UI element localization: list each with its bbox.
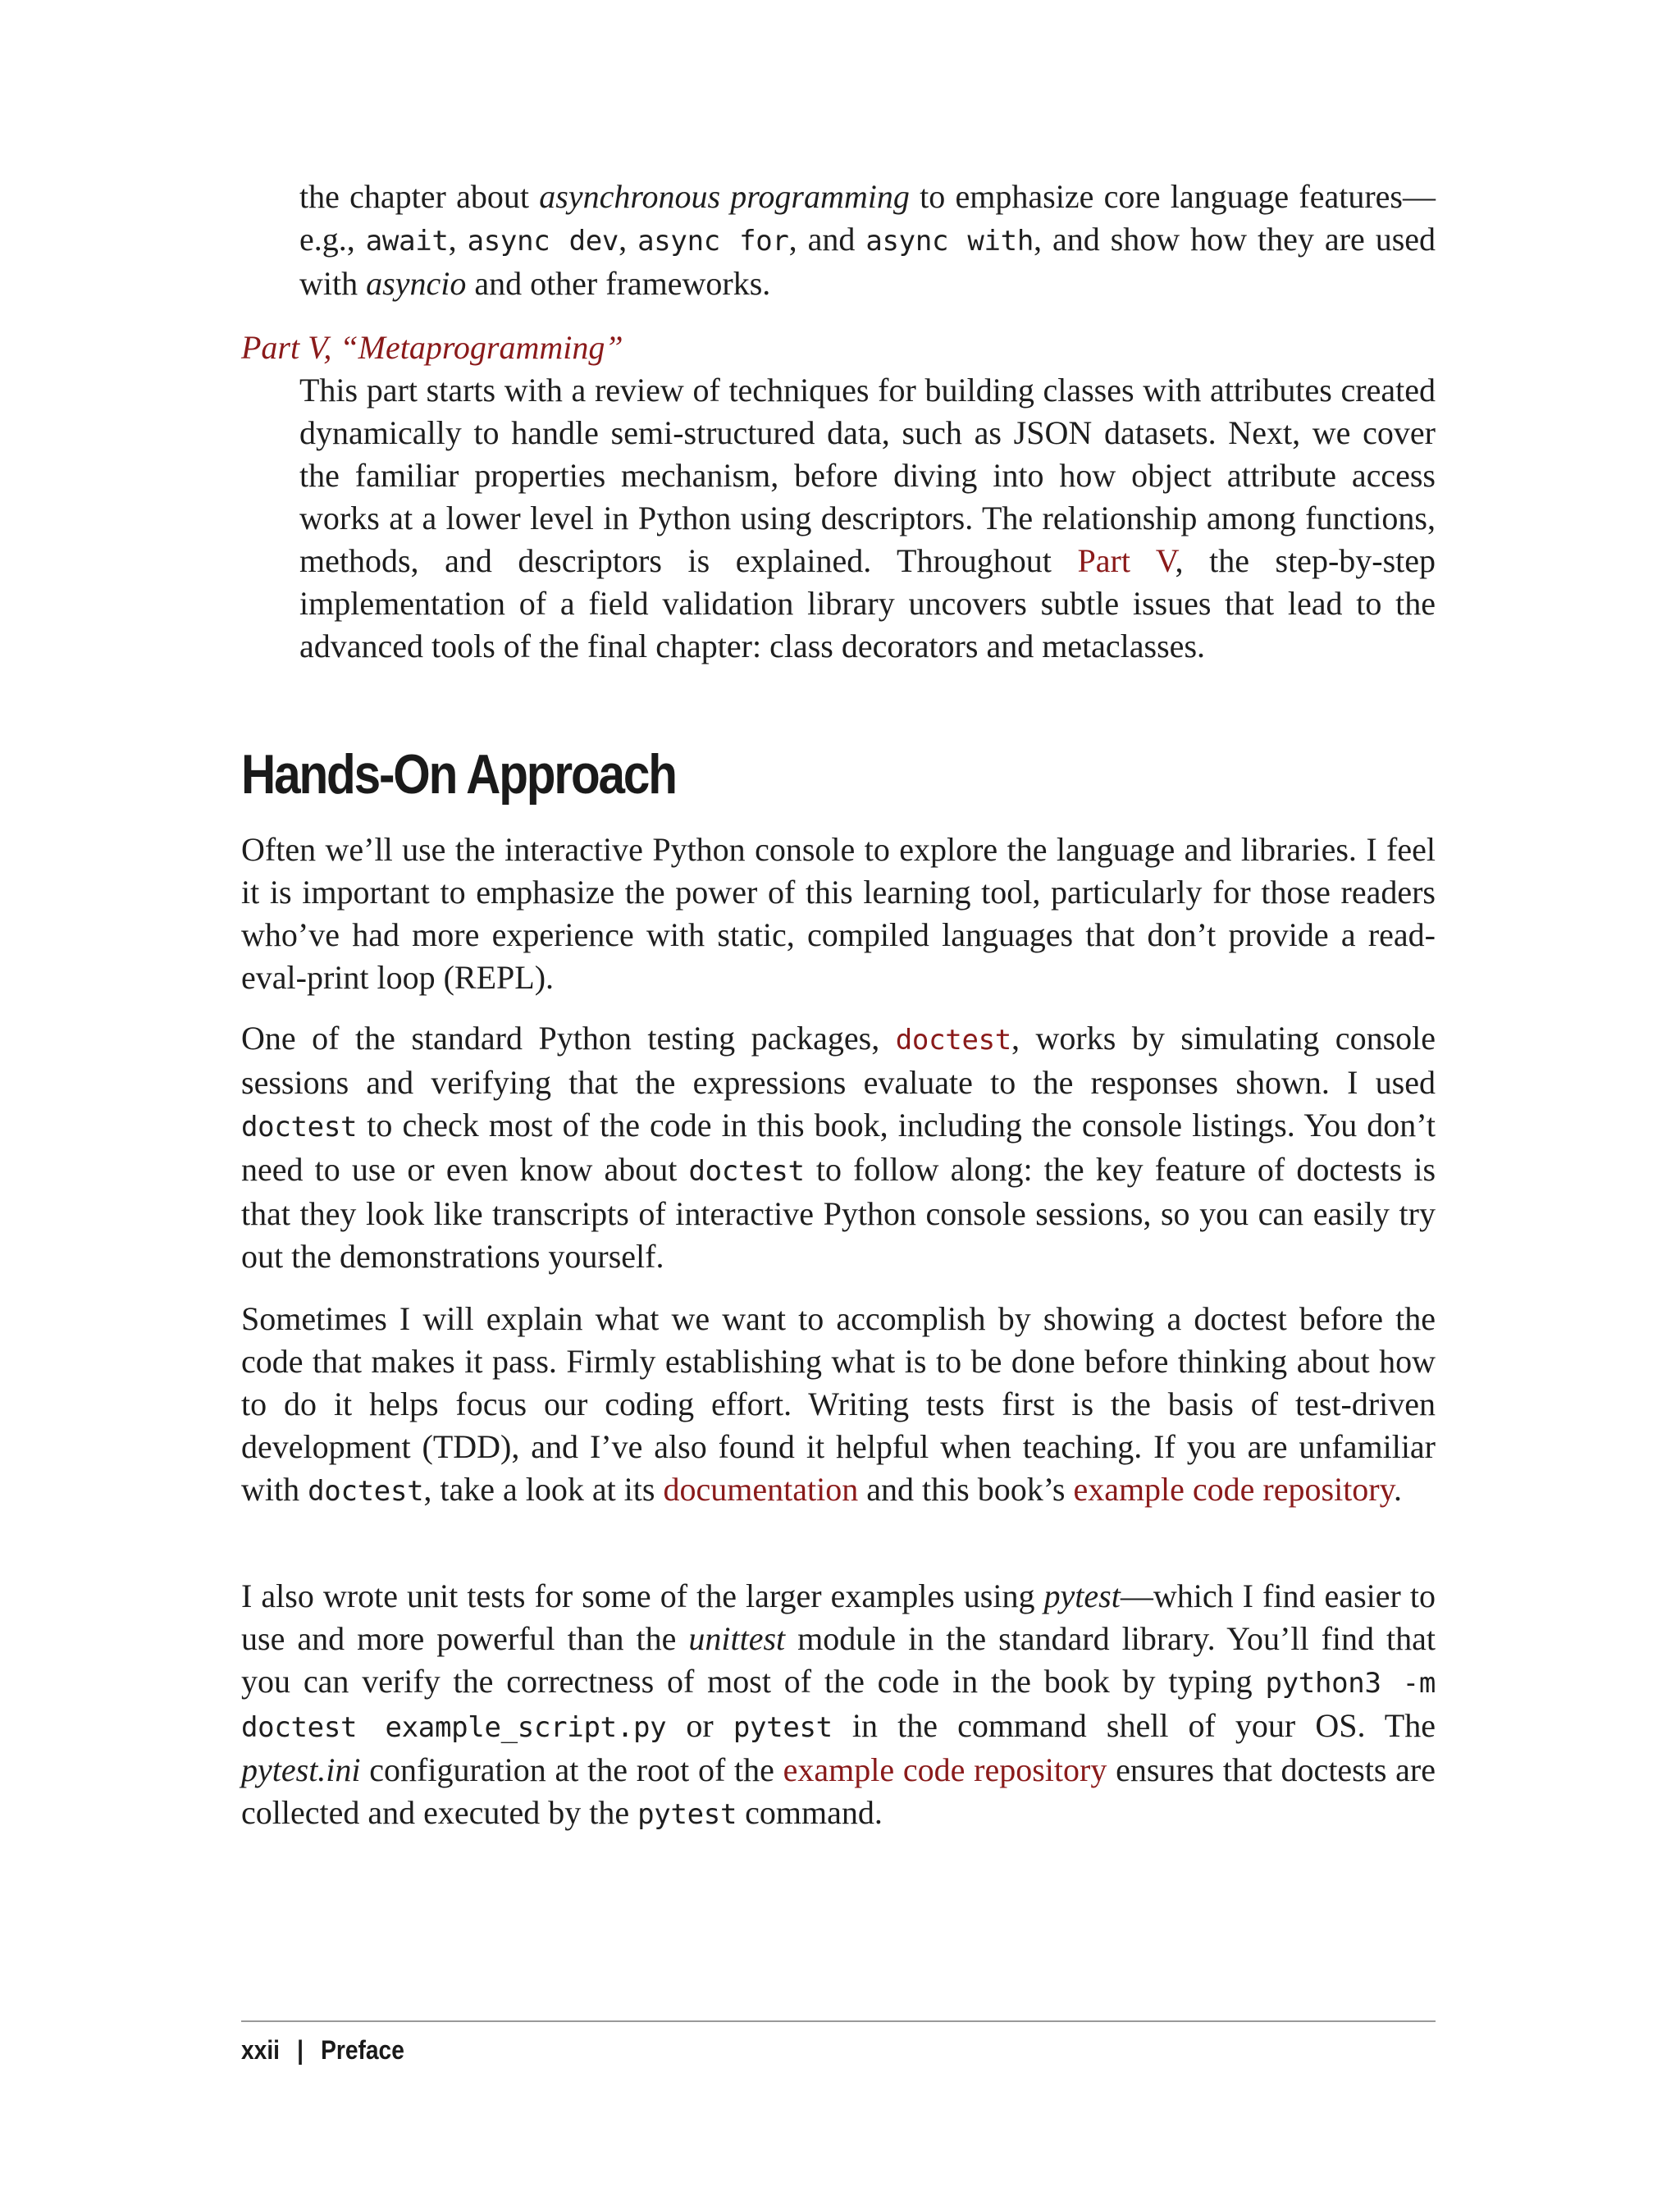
code-async-with: async with	[865, 225, 1034, 258]
code-doctest: doctest	[241, 1111, 358, 1144]
paragraph-text: —which I find easier to use and more powerful than the	[241, 1577, 1436, 1657]
paragraph-text: command.	[737, 1794, 883, 1831]
intro-paragraph	[299, 176, 1436, 305]
emphasis-pytest: pytest	[1043, 1577, 1121, 1614]
emphasis-pytest-ini: pytest.ini	[241, 1751, 361, 1788]
code-command: python3 -m doctest example_script.py	[241, 1667, 1436, 1744]
paragraph-text: .	[1394, 1471, 1403, 1508]
paragraph-repl: Often we’ll use the interactive Python console to explore the language and libraries. I feel it is important to emphasize the power of this learning tool, particularly for those readers who’ve had more experience with static, compiled languages that don’t provide a read-eval-print loop (REPL).	[241, 831, 1436, 996]
doctest-link[interactable]: doctest	[895, 1024, 1011, 1057]
example-code-repository-link[interactable]: example code repository	[783, 1751, 1107, 1788]
intro-text: ,	[448, 221, 468, 258]
footer-divider	[241, 2020, 1436, 2022]
part-v-text: , the step-by-step implementation of a field validation library uncovers subtle issues that lead to the advanced tools of the final chapter: class decorators and metaclasses.	[299, 542, 1436, 664]
paragraph-tdd	[241, 1298, 1436, 1513]
example-code-repository-link[interactable]: example code repository	[1073, 1471, 1395, 1508]
paragraph-text: Sometimes I will explain what we want to accomplish by showing a doctest before the code that makes it pass. Firmly establishing what is to be done before thinking about how to do it helps focus our coding effort. Writing tests first is the basis of test-driven development (TDD), and I’ve also found it helpful when teaching. If you are unfamiliar with	[241, 1300, 1436, 1508]
part-v-term-link[interactable]: Part V, “Metaprogramming”	[241, 329, 623, 366]
documentation-link[interactable]: documentation	[663, 1471, 859, 1508]
paragraph-text: to follow along: the key feature of doctests is that they look like transcripts of interactive Python console sessions, so you can easily try out the demonstrations yourself.	[241, 1151, 1436, 1275]
intro-emphasis: asynchronous programming	[539, 178, 910, 215]
paragraph-text: configuration at the root of the	[360, 1751, 783, 1788]
paragraph-text: to check most of the code in this book, including the console listings. You don’t need to use or even know about	[241, 1107, 1436, 1188]
code-doctest: doctest	[308, 1475, 424, 1508]
paragraph-doctest	[241, 1017, 1436, 1278]
intro-text: and other frameworks.	[466, 265, 771, 302]
part-v-text: This part starts with a review of techniques for building classes with attributes created dynamically to handle semi-structured data, such as JSON datasets. Next, we cover the familiar properties mechanism, before diving into how object attribute access works at a lower level in Python using descriptors. The relationship among functions, methods, and descriptors is explained. Throughout	[299, 372, 1436, 579]
intro-emphasis: asyncio	[366, 265, 467, 302]
part-v-link[interactable]: Part V	[1077, 542, 1176, 579]
section-heading: Hands-On Approach	[241, 743, 676, 806]
code-pytest: pytest	[637, 1798, 737, 1831]
paragraph-text: module in the standard library. You’ll find that you can verify the correctness of most of the code in the book by typing	[241, 1620, 1436, 1700]
paragraph-pytest	[241, 1575, 1436, 1836]
paragraph-text: and this book’s	[858, 1471, 1074, 1508]
code-async-dev: async dev	[467, 225, 619, 258]
intro-text: ,	[619, 221, 638, 258]
paragraph-text: or	[666, 1707, 733, 1744]
paragraph-text: , works by simulating console sessions and verifying that the expressions evaluate to the responses shown. I used	[241, 1020, 1436, 1101]
paragraph-text: I also wrote unit tests for some of the larger examples using	[241, 1577, 1044, 1614]
footer-separator: |	[297, 2035, 304, 2065]
intro-text: the chapter about	[299, 178, 540, 215]
part-v-description	[299, 369, 1436, 668]
code-pytest: pytest	[733, 1711, 833, 1744]
paragraph-text: , take a look at its	[423, 1471, 664, 1508]
code-async-for: async for	[637, 225, 789, 258]
paragraph-text: ensures that doctests are collected and executed by the	[241, 1751, 1436, 1831]
intro-text: , and show how they are used with	[299, 221, 1436, 302]
page-footer	[241, 2029, 404, 2070]
code-await: await	[365, 225, 449, 258]
paragraph-text: One of the standard Python testing packages,	[241, 1020, 896, 1057]
section-name: Preface	[321, 2035, 404, 2065]
intro-text: to emphasize core language features—e.g.,	[299, 178, 1436, 258]
intro-text: , and	[788, 221, 866, 258]
emphasis-unittest: unittest	[688, 1620, 786, 1657]
code-doctest: doctest	[688, 1155, 805, 1188]
page-number: xxii	[241, 2035, 280, 2065]
paragraph-text: in the command shell of your OS. The	[832, 1707, 1436, 1744]
